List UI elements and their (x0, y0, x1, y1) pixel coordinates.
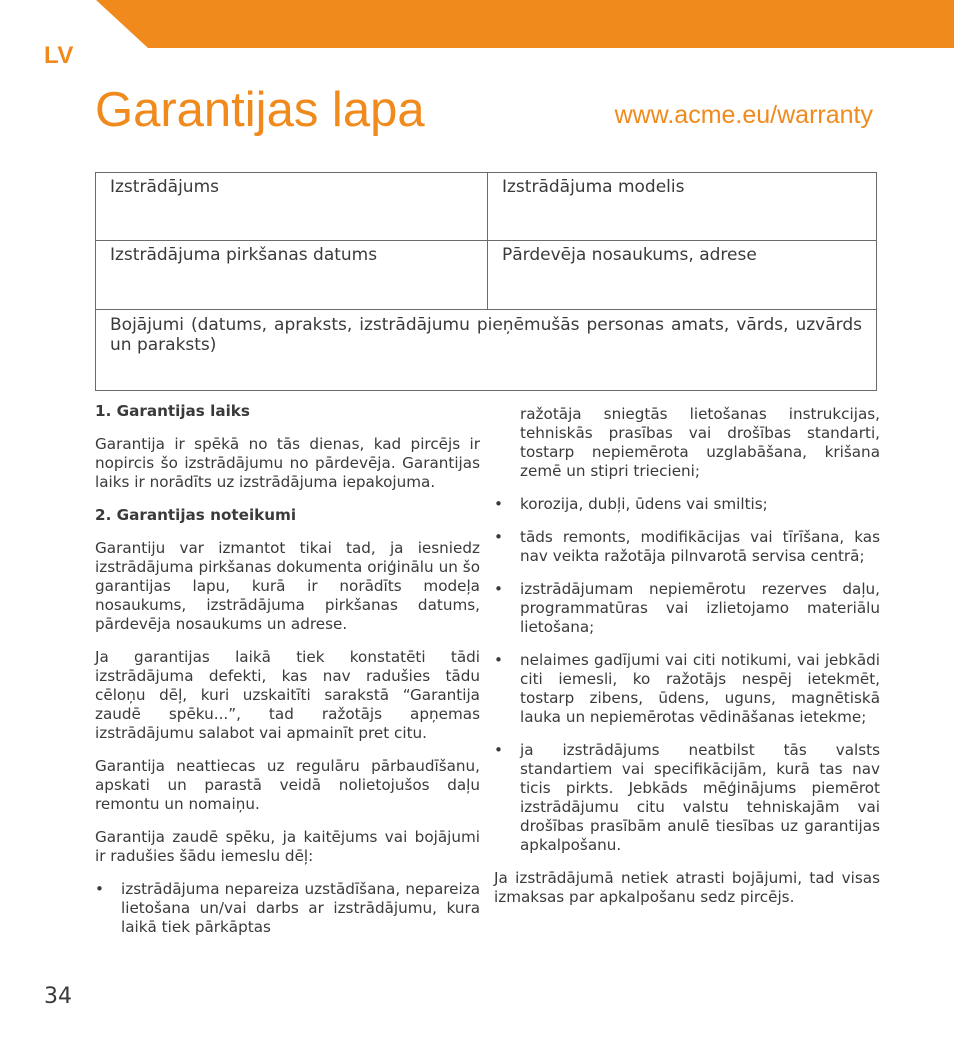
bullet-icon: • (494, 580, 503, 598)
list-item (494, 580, 880, 637)
page-number: 34 (44, 984, 72, 1009)
list-item-continuation: ražotāja sniegtās lietošanas instrukcijas, tehniskās prasības vai drošības standarti, tostarp nepiemērota uzglabāšana, krišana zemē un stipri triecieni; (520, 405, 880, 480)
list-item (95, 880, 480, 937)
section-heading-warranty-terms: 2. Garantijas noteikumi (95, 506, 297, 524)
bullet-icon: • (95, 880, 104, 898)
seller-field[interactable]: Pārdevēja nosaukums, adrese (488, 241, 876, 310)
warranty-url-link[interactable]: www.acme.eu/warranty (614, 101, 873, 129)
bullet-icon: • (494, 651, 503, 669)
paragraph: Garantiju var izmantot tikai tad, ja iesniedz izstrādājuma pirkšanas dokumenta oriģinālu un šo garantijas lapu, kurā ir norādīts modeļa nosaukums, izstrādājuma pirkšanas datums, pārdevēja nosaukums un adrese. (95, 539, 480, 633)
paragraph: Garantija neattiecas uz regulāru pārbaudīšanu, apskati un parastā veidā nolietojušos daļu remontu un nomaiņu. (95, 757, 480, 813)
section-heading-warranty-period: 1. Garantijas laiks (95, 402, 250, 420)
bullet-icon: • (494, 528, 503, 546)
paragraph: Garantija zaudē spēku, ja kaitējums vai bojājumi ir radušies šādu iemeslu dēļ: (95, 828, 480, 865)
language-code: LV (44, 42, 74, 69)
header-banner (0, 0, 954, 48)
exclusion-list (95, 880, 480, 937)
paragraph: Ja garantijas laikā tiek konstatēti tādi izstrādājuma defekti, kas nav radušies tādu cēloņu dēļ, kuri uzskaitīti sarakstā “Garantija zaudē spēku...”, tad ražotājs apņemas izstrādājumu salabot vai apmainīt pret citu. (95, 648, 480, 742)
purchase-date-field[interactable]: Izstrādājuma pirkšanas datums (96, 241, 488, 310)
bullet-icon: • (494, 741, 503, 759)
product-model-field[interactable]: Izstrādājuma modelis (488, 173, 876, 241)
list-item-text: ja izstrādājums neatbilst tās valsts standartiem vai specifikācijām, kurā tas nav ticis pirkts. Jebkāds mēģinājums piemērot izstrādājumu citu valstu tehniskajām vai drošības prasībām anulē tiesības uz garantijas apkalpošanu. (520, 741, 880, 854)
exclusion-list-continued (494, 495, 880, 855)
list-item (494, 528, 880, 566)
right-column (494, 405, 880, 921)
list-item-text: korozija, dubļi, ūdens vai smiltis; (520, 495, 768, 513)
list-item-text: izstrādājumam nepiemērotu rezerves daļu, programmatūras vai izlietojamo materiālu lietošana; (520, 580, 880, 636)
left-column (95, 402, 480, 951)
list-item-text: nelaimes gadījumi vai citi notikumi, vai jebkādi citi iemesli, ko ražotājs nespēj ietekmēt, tostarp zibens, ūdens, uguns, magnētiskā lauka un nepiemērotas vēdināšanas ietekme; (520, 651, 880, 726)
warranty-form-table (95, 172, 877, 391)
list-item (494, 741, 880, 855)
page-title: Garantijas lapa (95, 83, 425, 137)
paragraph: Garantija ir spēkā no tās dienas, kad pircējs ir nopircis šo izstrādājumu no pārdevēja. Garantijas laiks ir norādīts uz izstrādājuma iepakojuma. (95, 435, 480, 491)
list-item-text: tāds remonts, modifikācijas vai tīrīšana, kas nav veikta ražotāja pilnvarotā servisa centrā; (520, 528, 880, 565)
product-field[interactable]: Izstrādājums (96, 173, 488, 241)
bullet-icon: • (494, 495, 503, 513)
closing-paragraph: Ja izstrādājumā netiek atrasti bojājumi, tad visas izmaksas par apkalpošanu sedz pircējs. (494, 869, 880, 906)
list-item (494, 651, 880, 727)
list-item (494, 495, 880, 514)
defects-field[interactable]: Bojājumi (datums, apraksts, izstrādājumu pieņēmušās personas amats, vārds, uzvārds un paraksts) (110, 315, 862, 355)
list-item-text: izstrādājuma nepareiza uzstādīšana, nepareiza lietošana un/vai darbs ar izstrādājumu, kura laikā tiek pārkāptas (121, 880, 480, 936)
